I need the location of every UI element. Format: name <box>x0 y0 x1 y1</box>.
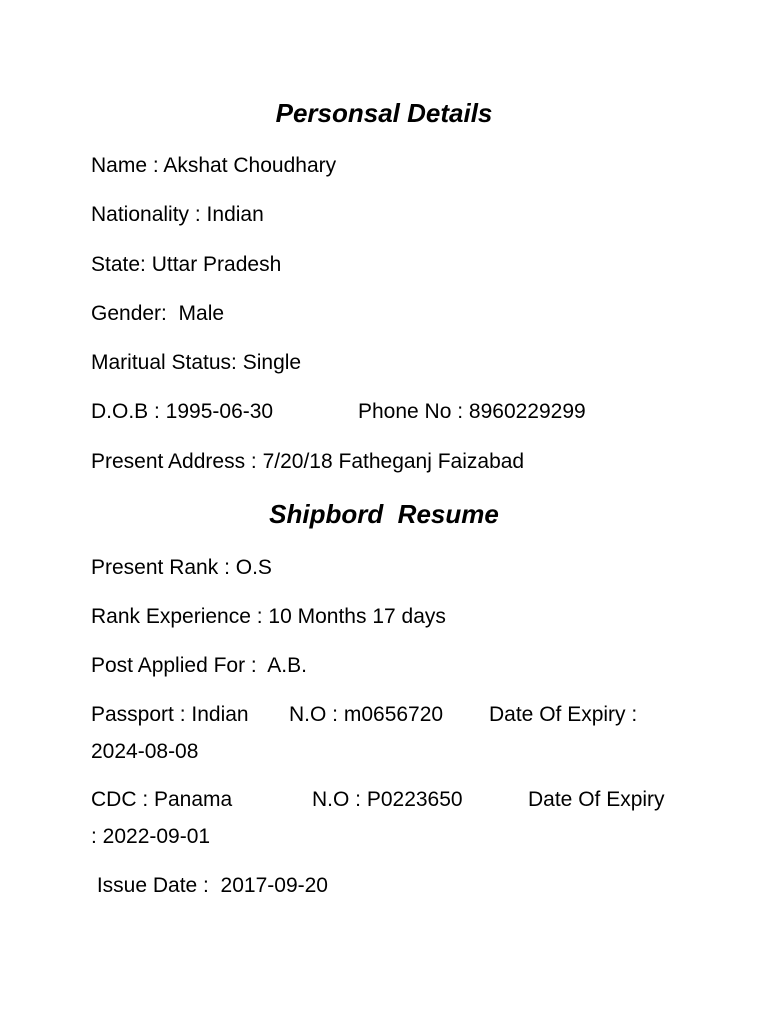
marital-status-line: Maritual Status: Single <box>91 351 302 374</box>
name-line: Name : Akshat Choudhary <box>91 154 337 177</box>
shipboard-resume-heading: Shipbord Resume <box>269 499 499 529</box>
cdc-expiry-date: : 2022-09-01 <box>91 825 211 848</box>
cdc-expiry-label: Date Of Expiry <box>528 788 665 811</box>
post-applied-line: Post Applied For : A.B. <box>91 654 307 677</box>
gender-line: Gender: Male <box>91 302 225 325</box>
nationality-line: Nationality : Indian <box>91 203 264 226</box>
passport-expiry-label: Date Of Expiry : <box>489 703 638 726</box>
dob-line: D.O.B : 1995-06-30 <box>91 400 274 423</box>
passport-number: N.O : m0656720 <box>289 703 444 726</box>
cdc-number: N.O : P0223650 <box>312 788 463 811</box>
passport-label: Passport : Indian <box>91 703 249 726</box>
rank-experience-line: Rank Experience : 10 Months 17 days <box>91 605 446 628</box>
cdc-label: CDC : Panama <box>91 788 233 811</box>
state-line: State: Uttar Pradesh <box>91 253 282 276</box>
phone-line: Phone No : 8960229299 <box>358 400 586 423</box>
issue-date-line: Issue Date : 2017-09-20 <box>91 874 328 897</box>
present-rank-line: Present Rank : O.S <box>91 556 272 579</box>
personal-details-heading: Personsal Details <box>275 98 493 128</box>
passport-expiry-date: 2024-08-08 <box>91 740 199 763</box>
address-line: Present Address : 7/20/18 Fatheganj Faizabad <box>91 450 525 473</box>
